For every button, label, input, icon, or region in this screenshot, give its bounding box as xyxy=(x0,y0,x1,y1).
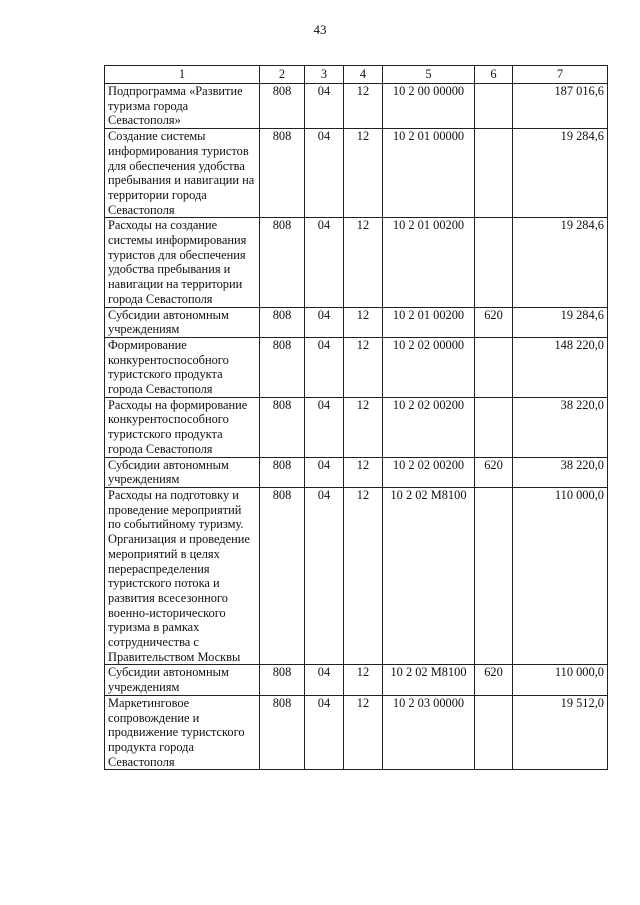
column-header: 6 xyxy=(475,66,513,84)
admin-code-cell: 808 xyxy=(260,129,305,218)
expense-name-cell: Расходы на создание системы информирования туристов для обеспечения удобства пребывания и навигации на территории города Севастополя xyxy=(105,218,260,307)
admin-code-cell: 808 xyxy=(260,397,305,457)
table-row xyxy=(105,84,608,129)
column-header: 1 xyxy=(105,66,260,84)
expense-type-cell: 620 xyxy=(475,665,513,695)
expense-name-cell: Подпрограмма «Развитие туризма города Севастополя» xyxy=(105,84,260,129)
admin-code-cell: 808 xyxy=(260,487,305,664)
table-row xyxy=(105,218,608,307)
section-code-cell: 04 xyxy=(305,337,344,397)
column-header: 2 xyxy=(260,66,305,84)
section-code-cell: 04 xyxy=(305,487,344,664)
section-code-cell: 04 xyxy=(305,84,344,129)
target-article-cell: 10 2 02 М8100 xyxy=(383,665,475,695)
expense-name-cell: Субсидии автономным учреждениям xyxy=(105,665,260,695)
amount-cell: 38 220,0 xyxy=(513,457,608,487)
target-article-cell: 10 2 01 00200 xyxy=(383,218,475,307)
column-header: 3 xyxy=(305,66,344,84)
subsection-code-cell: 12 xyxy=(344,665,383,695)
expense-name-cell: Субсидии автономным учреждениям xyxy=(105,457,260,487)
table-row xyxy=(105,337,608,397)
target-article-cell: 10 2 00 00000 xyxy=(383,84,475,129)
header-row xyxy=(105,66,608,84)
section-code-cell: 04 xyxy=(305,457,344,487)
table-row xyxy=(105,665,608,695)
target-article-cell: 10 2 02 00200 xyxy=(383,457,475,487)
admin-code-cell: 808 xyxy=(260,337,305,397)
subsection-code-cell: 12 xyxy=(344,487,383,664)
amount-cell: 19 284,6 xyxy=(513,307,608,337)
section-code-cell: 04 xyxy=(305,129,344,218)
table-row xyxy=(105,487,608,664)
amount-cell: 38 220,0 xyxy=(513,397,608,457)
section-code-cell: 04 xyxy=(305,218,344,307)
column-header: 7 xyxy=(513,66,608,84)
subsection-code-cell: 12 xyxy=(344,84,383,129)
admin-code-cell: 808 xyxy=(260,665,305,695)
target-article-cell: 10 2 02 00000 xyxy=(383,337,475,397)
expense-type-cell xyxy=(475,129,513,218)
expense-type-cell xyxy=(475,218,513,307)
amount-cell: 187 016,6 xyxy=(513,84,608,129)
section-code-cell: 04 xyxy=(305,665,344,695)
expense-name-cell: Формирование конкурентоспособного туристского продукта города Севастополя xyxy=(105,337,260,397)
expense-name-cell: Субсидии автономным учреждениям xyxy=(105,307,260,337)
column-header: 4 xyxy=(344,66,383,84)
target-article-cell: 10 2 01 00000 xyxy=(383,129,475,218)
target-article-cell: 10 2 02 00200 xyxy=(383,397,475,457)
expense-name-cell: Создание системы информирования туристов для обеспечения удобства пребывания и навигации на территории города Севастополя xyxy=(105,129,260,218)
expense-name-cell: Расходы на подготовку и проведение мероприятий по событийному туризму. Организация и проведение мероприятий в целях перераспределения туристского потока и развития всесезонного военно-исторического туризма в рамках сотрудничества с Правительством Москвы xyxy=(105,487,260,664)
amount-cell: 148 220,0 xyxy=(513,337,608,397)
section-code-cell: 04 xyxy=(305,397,344,457)
table-row xyxy=(105,457,608,487)
admin-code-cell: 808 xyxy=(260,84,305,129)
expense-type-cell xyxy=(475,84,513,129)
admin-code-cell: 808 xyxy=(260,457,305,487)
subsection-code-cell: 12 xyxy=(344,218,383,307)
amount-cell: 19 512,0 xyxy=(513,695,608,770)
expense-name-cell: Расходы на формирование конкурентоспособного туристского продукта города Севастополя xyxy=(105,397,260,457)
budget-table xyxy=(104,65,608,770)
admin-code-cell: 808 xyxy=(260,218,305,307)
expense-name-cell: Маркетинговое сопровождение и продвижение туристского продукта города Севастополя xyxy=(105,695,260,770)
subsection-code-cell: 12 xyxy=(344,307,383,337)
subsection-code-cell: 12 xyxy=(344,397,383,457)
expense-type-cell xyxy=(475,397,513,457)
expense-type-cell: 620 xyxy=(475,307,513,337)
admin-code-cell: 808 xyxy=(260,695,305,770)
admin-code-cell: 808 xyxy=(260,307,305,337)
subsection-code-cell: 12 xyxy=(344,457,383,487)
table-row xyxy=(105,397,608,457)
subsection-code-cell: 12 xyxy=(344,337,383,397)
expense-type-cell xyxy=(475,695,513,770)
section-code-cell: 04 xyxy=(305,307,344,337)
table-row xyxy=(105,129,608,218)
amount-cell: 19 284,6 xyxy=(513,218,608,307)
amount-cell: 110 000,0 xyxy=(513,487,608,664)
target-article-cell: 10 2 03 00000 xyxy=(383,695,475,770)
expense-type-cell xyxy=(475,337,513,397)
table-row xyxy=(105,695,608,770)
amount-cell: 19 284,6 xyxy=(513,129,608,218)
page-number: 43 xyxy=(313,22,327,37)
subsection-code-cell: 12 xyxy=(344,129,383,218)
target-article-cell: 10 2 01 00200 xyxy=(383,307,475,337)
section-code-cell: 04 xyxy=(305,695,344,770)
target-article-cell: 10 2 02 М8100 xyxy=(383,487,475,664)
subsection-code-cell: 12 xyxy=(344,695,383,770)
column-header: 5 xyxy=(383,66,475,84)
amount-cell: 110 000,0 xyxy=(513,665,608,695)
table-row xyxy=(105,307,608,337)
expense-type-cell: 620 xyxy=(475,457,513,487)
expense-type-cell xyxy=(475,487,513,664)
